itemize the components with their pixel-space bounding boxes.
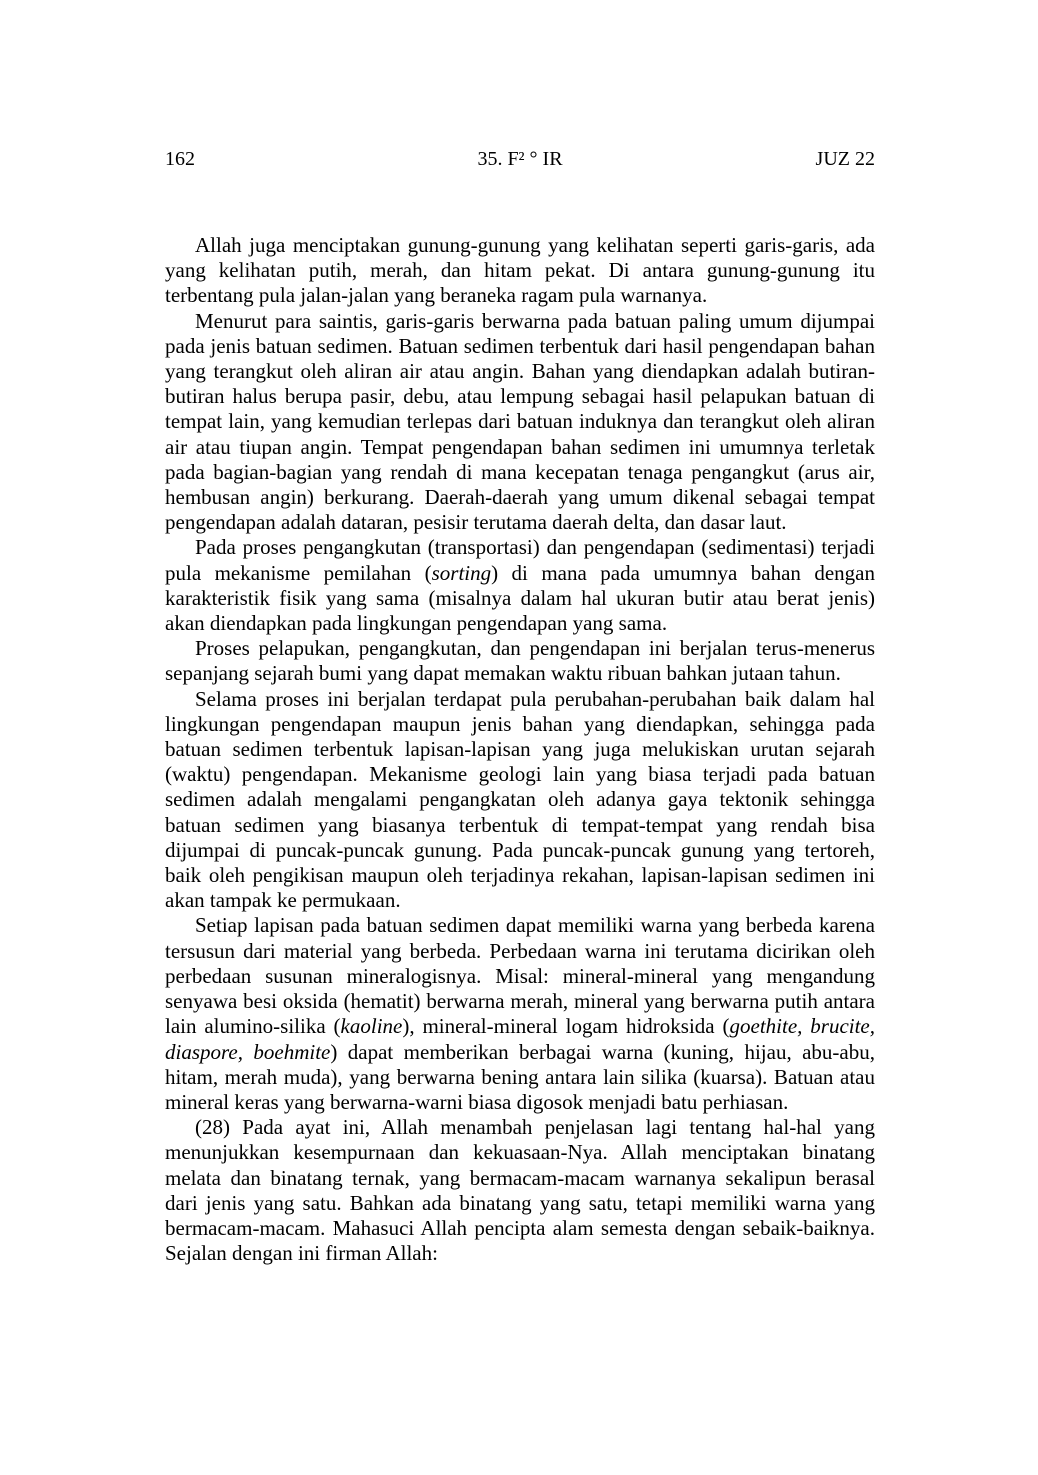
italic-term: goethite, brucite, diaspore, boehmite <box>165 1014 875 1064</box>
paragraph-sorting: Pada proses pengangkutan (transportasi) dan pengendapan (sedimentasi) terjadi pula mekanisme pemilahan (sorting) di mana pada umumnya bahan dengan karakteristik fisik yang sama (misalnya dalam hal ukuran butir atau berat jenis) akan diendapkan pada lingkungan pengendapan yang sama. <box>165 535 875 636</box>
paragraph-weathering-process: Proses pelapukan, pengangkutan, dan pengendapan ini berjalan terus-menerus sepanjang sejarah bumi yang dapat memakan waktu ribuan bahkan jutaan tahun. <box>165 636 875 686</box>
italic-term: sorting <box>431 560 492 585</box>
paragraph-verse-28: (28) Pada ayat ini, Allah menambah penjelasan lagi tentang hal-hal yang menunjukkan kesempurnaan dan kekuasaan-Nya. Allah menciptakan binatang melata dan binatang ternak, yang bermacam-macam warnanya sekalipun berasal dari jenis yang satu. Bahkan ada binatang yang satu, tetapi memiliki warna yang bermacam-macam. Mahasuci Allah pencipta alam semesta dengan sebaik-baiknya. Sejalan dengan ini firman Allah: <box>165 1115 875 1266</box>
italic-term: kaoline <box>340 1014 403 1039</box>
paragraph-layers: Selama proses ini berjalan terdapat pula perubahan-perubahan baik dalam hal lingkungan pengendapan maupun jenis bahan yang diendapkan, sehingga pada batuan sedimen terbentuk lapisan-lapisan yang juga melukiskan urutan sejarah (waktu) pengendapan. Mekanisme geologi lain yang biasa terjadi pada batuan sedimen adalah mengalami pengangkatan oleh adanya gaya tektonik sehingga batuan sedimen yang biasanya terbentuk di tempat-tempat yang rendah bisa dijumpai di puncak-puncak gunung. Pada puncak-puncak gunung yang tertoreh, baik oleh pengikisan maupun oleh terjadinya rekahan, lapisan-lapisan sedimen ini akan tampak ke permukaan. <box>165 686 875 913</box>
paragraph-mountains: Allah juga menciptakan gunung-gunung yang kelihatan seperti garis-garis, ada yang kelihatan putih, merah, dan hitam pekat. Di antara gunung-gunung itu terbentang pula jalan-jalan yang beraneka ragam pula warnanya. <box>165 233 875 308</box>
page-header <box>165 144 875 174</box>
page-number: 162 <box>165 148 195 170</box>
chapter-title: 35. F² ° IR <box>477 148 563 170</box>
body-text <box>165 233 875 1266</box>
paragraph-mineral-colors: Setiap lapisan pada batuan sedimen dapat memiliki warna yang berbeda karena tersusun dari material yang berbeda. Perbedaan warna ini terutama dicirikan oleh perbedaan susunan mineralogisnya. Misal: mineral-mineral yang mengandung senyawa besi oksida (hematit) berwarna merah, mineral yang berwarna putih antara lain alumino-silika (kaoline), mineral-mineral logam hidroksida (goethite, brucite, diaspore, boehmite) dapat memberikan berbagai warna (kuning, hijau, abu-abu, hitam, merah muda), yang berwarna bening antara lain silika (kuarsa). Batuan atau mineral keras yang berwarna-warni biasa digosok menjadi batu perhiasan. <box>165 913 875 1114</box>
juz-label: JUZ 22 <box>815 148 875 170</box>
paragraph-sedimentary-rock: Menurut para saintis, garis-garis berwarna pada batuan paling umum dijumpai pada jenis batuan sedimen. Batuan sedimen terbentuk dari hasil pengendapan bahan yang terangkut oleh aliran air atau angin. Bahan yang diendapkan adalah butiran-butiran halus berupa pasir, debu, atau lempung sebagai hasil pelapukan batuan di tempat lain, yang kemudian terlepas dari batuan induknya dan terangkut oleh aliran air atau tiupan angin. Tempat pengendapan bahan sedimen ini umumnya terletak pada bagian-bagian yang rendah di mana kecepatan tenaga pengangkut (arus air, hembusan angin) berkurang. Daerah-daerah yang umum dikenal sebagai tempat pengendapan adalah dataran, pesisir terutama daerah delta, dan dasar laut. <box>165 308 875 535</box>
